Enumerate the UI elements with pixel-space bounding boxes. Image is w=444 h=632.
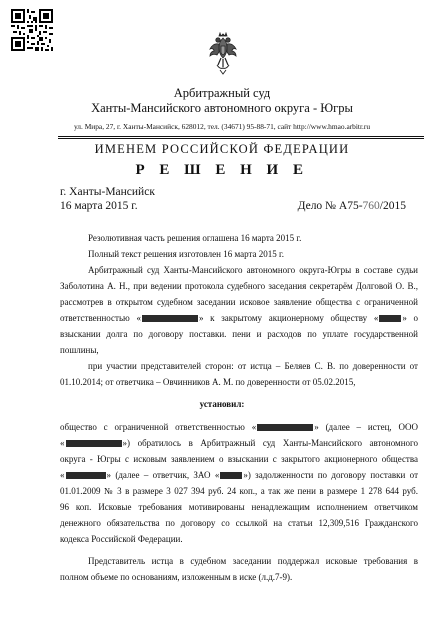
paragraph-claim-line xyxy=(60,437,418,449)
paragraph-court-line: рассмотрев в открытом судебном заседании исковое заявление общества с ограниченной xyxy=(60,297,418,307)
paragraph-claim-line xyxy=(60,469,418,481)
decision-city: г. Ханты-Мансийск xyxy=(60,186,155,198)
paragraph-claim-line: денежного обязательства по договору со ссылкой на статьи 12,309,516 Гражданского xyxy=(60,518,418,528)
paragraph-court-line xyxy=(60,312,418,324)
coat-of-arms-icon xyxy=(208,32,238,78)
text-fragment: « xyxy=(60,438,65,448)
resolution-announced-line: Резолютивная часть решения оглашена 16 марта 2015 г. xyxy=(88,233,302,243)
decision-date: 16 марта 2015 г. xyxy=(60,200,138,212)
paragraph-court-line: Заболотина А. Н., при ведении протокола судебного заседания секретарём Долговой О. В., xyxy=(60,281,418,291)
text-fragment: ») задолженности по договору поставки от xyxy=(243,470,418,480)
case-suffix: /2015 xyxy=(379,200,406,212)
decision-title: Р Е Ш Е Н И Е xyxy=(135,162,309,178)
court-name: Арбитражный суд xyxy=(173,86,271,100)
paragraph-parties-line: при участии представителей сторон: от истца – Беляев С. В. по доверенности от xyxy=(88,361,418,371)
paragraph-parties-line: 01.10.2014; от ответчика – Овчинников А. М. по доверенности от 05.02.2015, xyxy=(60,377,356,387)
case-number-obscured: 760 xyxy=(362,200,380,212)
paragraph-court-line: взыскании долга по договору поставки. пени и расходов по уплате государственной xyxy=(60,329,418,339)
case-number xyxy=(298,200,406,212)
paragraph-court-line: пошлины, xyxy=(60,345,99,355)
text-fragment: общество с ограниченной ответственностью « xyxy=(60,422,257,432)
established-heading: установил: xyxy=(199,399,245,409)
text-fragment: » (далее – ответчик, ЗАО « xyxy=(106,470,220,480)
paragraph-claim-line: округа - Югры с исковым заявлением о взыскании с закрытого акционерного общества xyxy=(60,454,418,464)
paragraph-claim-line xyxy=(60,421,418,433)
case-prefix: Дело № А75- xyxy=(297,200,363,212)
redacted-plaintiff-short-name xyxy=(66,440,122,447)
paragraph-representative-line: Представитель истца в судебном заседании поддержал исковые требования в xyxy=(88,556,418,566)
text-fragment: » о xyxy=(402,313,419,323)
text-fragment: » (далее – истец, ООО xyxy=(314,422,418,432)
redacted-defendant-name xyxy=(379,315,401,322)
header-divider xyxy=(58,136,424,137)
redacted-plaintiff-name xyxy=(142,315,198,322)
text-fragment: » к закрытому акционерному обществу « xyxy=(198,313,379,323)
paragraph-representative-line: полном объеме по основаниям, изложенным в иске (л.д.7-9). xyxy=(60,572,293,582)
paragraph-claim-line: 01.01.2009 № 3 в размере 3 027 394 руб. 24 коп., а так же пени в размере 1 278 644 руб. xyxy=(60,486,418,496)
paragraph-claim-line: кодекса Российской Федерации. xyxy=(60,534,183,544)
redacted-defendant-name xyxy=(66,472,106,479)
text-fragment: ») обратилось в Арбитражный суд Ханты-Мансийского автономного xyxy=(122,438,418,448)
header-divider-second xyxy=(58,138,424,139)
name-of-federation-heading: ИМЕНЕМ РОССИЙСКОЙ ФЕДЕРАЦИИ xyxy=(94,142,350,156)
paragraph-claim-line: 96 коп. Исковые требования мотивированы ненадлежащим исполнением ответчиком xyxy=(60,502,418,512)
court-region: Ханты-Мансийского автономного округа - Югры xyxy=(91,101,353,115)
paragraph-court-line: Арбитражный суд Ханты-Мансийского автономного округа-Югры в составе судьи xyxy=(88,265,418,275)
text-fragment: « xyxy=(60,470,65,480)
text-fragment: ответственностью « xyxy=(60,313,141,323)
qr-code-icon xyxy=(11,9,53,51)
redacted-plaintiff-name xyxy=(257,424,313,431)
full-text-line: Полный текст решения изготовлен 16 марта 2015 г. xyxy=(88,249,284,259)
redacted-defendant-short-name xyxy=(220,472,242,479)
court-address: ул. Мира, 27, г. Ханты-Мансийск, 628012, тел. (34671) 95-88-71, сайт http://www.hmao.arbitr.ru xyxy=(73,122,371,131)
